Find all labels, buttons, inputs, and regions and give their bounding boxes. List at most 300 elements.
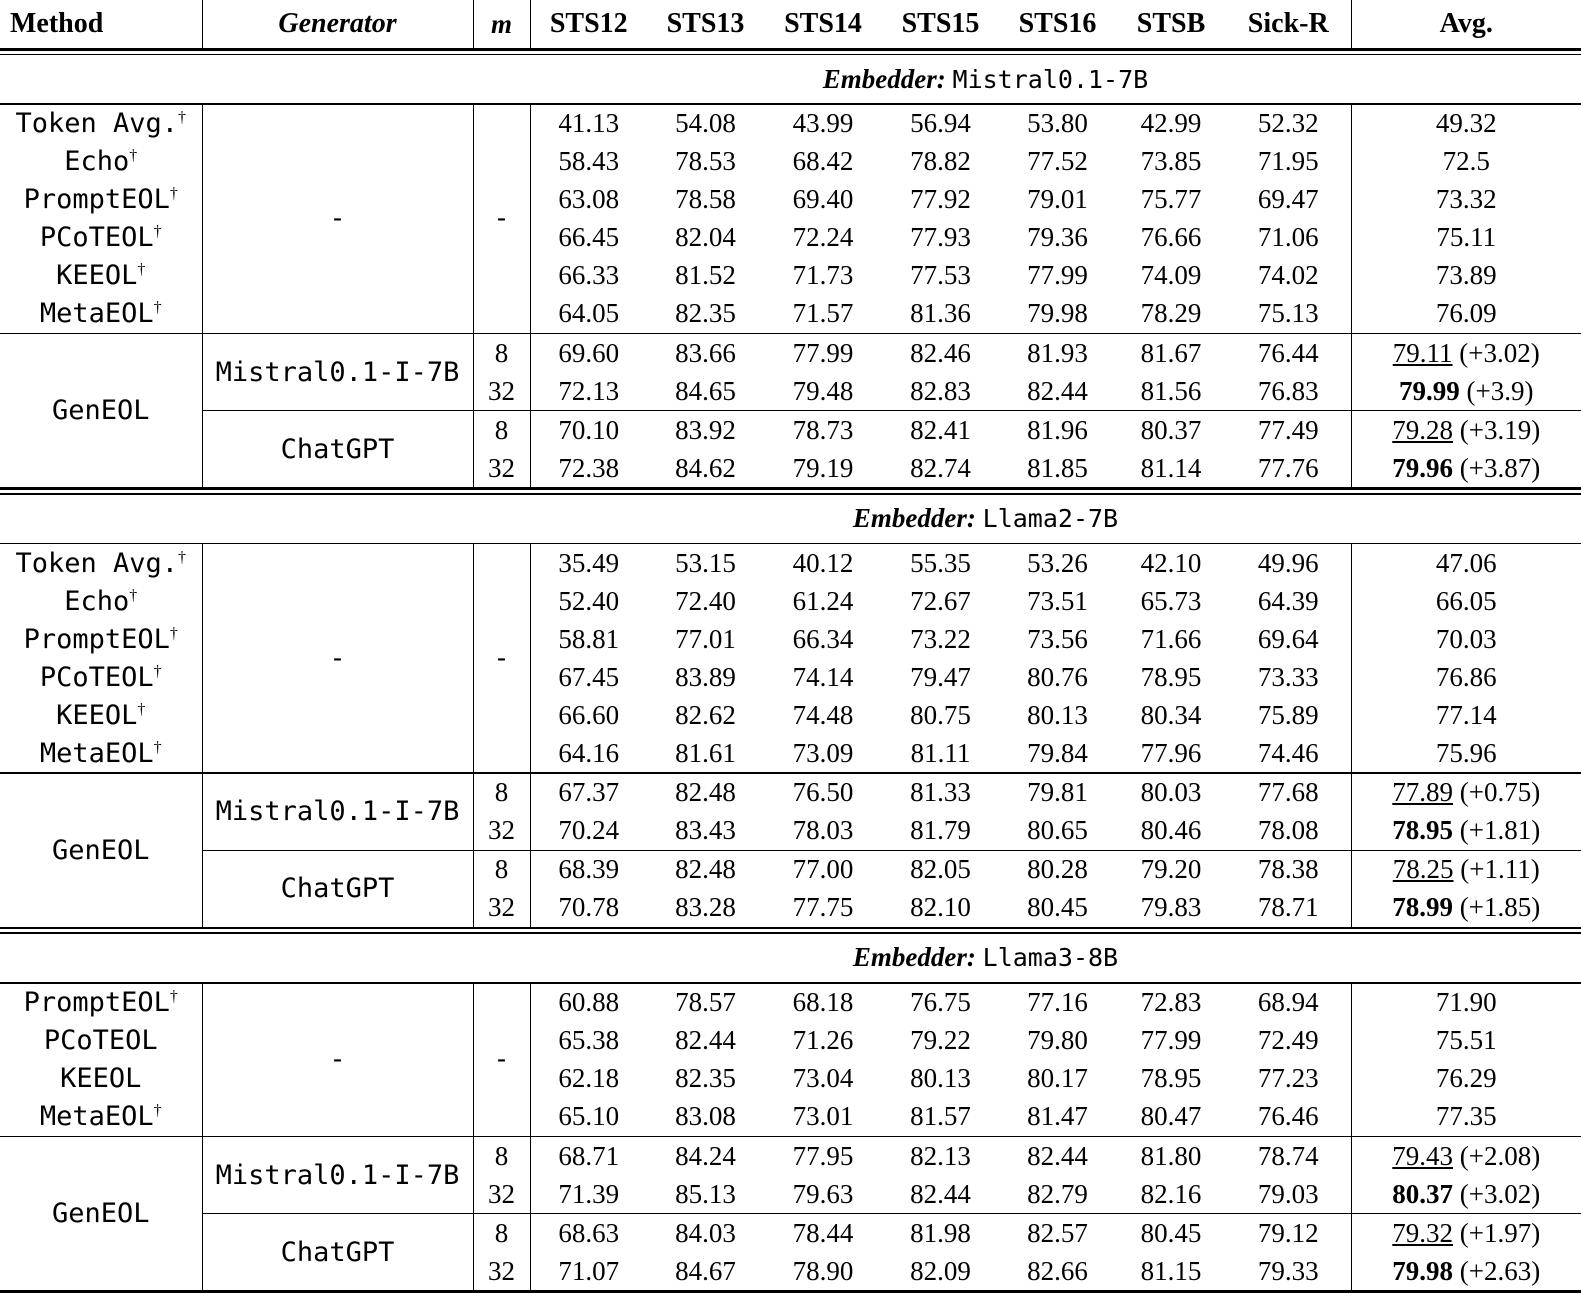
score-cell: 82.44 <box>675 1025 736 1056</box>
method-name: Token Avg. <box>15 547 179 579</box>
score-cell: 53.80 <box>1027 108 1088 139</box>
column-header-avg: Avg. <box>1439 8 1493 39</box>
score-cell: 77.93 <box>910 222 971 253</box>
score-cell: 75.89 <box>1226 696 1351 734</box>
dagger-marker: † <box>129 586 138 604</box>
avg-cell <box>1351 1175 1581 1214</box>
embedder-band <box>0 495 1581 543</box>
score-cell: 75.77 <box>1140 184 1202 215</box>
score-cell: 53.26 <box>1027 547 1088 578</box>
avg-gain-value: (+3.02) <box>1459 1178 1541 1209</box>
method-name-geneol: GenEOL <box>0 774 202 927</box>
score-cell: 78.71 <box>1226 889 1351 927</box>
score-cell: 81.85 <box>1027 452 1088 483</box>
score-cell: 66.33 <box>558 260 620 291</box>
score-cell: 70.10 <box>558 414 620 445</box>
avg-value: 79.98 <box>1392 1255 1454 1286</box>
m-cell: 32 <box>473 372 530 411</box>
avg-value: 79.96 <box>1392 452 1454 483</box>
avg-gain <box>1453 1179 1460 1209</box>
score-cell: 82.44 <box>1027 1140 1088 1171</box>
score-cell: 55.35 <box>910 547 971 578</box>
score-cell: 74.02 <box>1226 257 1351 295</box>
score-cell: 35.49 <box>558 547 620 578</box>
column-header-sts13: STS13 <box>666 8 745 39</box>
generator-cell-dash: - <box>202 105 473 333</box>
m-cell: 32 <box>473 1252 530 1290</box>
avg-gain <box>1453 415 1460 445</box>
m-cell: 8 <box>473 1214 530 1253</box>
score-cell: 42.10 <box>1140 547 1202 578</box>
score-cell: 82.04 <box>675 222 736 253</box>
score-cell: 78.57 <box>675 987 736 1018</box>
score-cell: 81.96 <box>1027 414 1088 445</box>
m-cell-dash: - <box>473 105 530 333</box>
score-cell: 58.43 <box>558 146 620 177</box>
score-cell: 84.65 <box>647 372 764 411</box>
score-cell: 81.36 <box>910 298 971 329</box>
avg-gain-value: (+3.9) <box>1466 375 1534 406</box>
method-name: MetaEOL <box>39 298 154 330</box>
score-cell: 81.15 <box>1140 1255 1202 1286</box>
score-cell: 74.14 <box>792 661 854 692</box>
rule-double <box>0 487 1581 494</box>
score-cell: 58.81 <box>558 623 620 654</box>
score-cell: 65.10 <box>558 1101 620 1132</box>
score-cell: 73.85 <box>1140 146 1202 177</box>
score-cell: 82.62 <box>675 699 736 730</box>
score-cell: 76.44 <box>1226 334 1351 372</box>
score-cell: 80.47 <box>1140 1101 1202 1132</box>
score-cell: 76.66 <box>1140 222 1202 253</box>
avg-value: 79.99 <box>1399 375 1460 406</box>
score-cell: 71.57 <box>792 298 854 329</box>
generator-cell-dash: - <box>202 544 473 772</box>
score-cell: 82.13 <box>910 1140 971 1171</box>
dagger-marker: † <box>137 261 146 279</box>
score-cell: 83.89 <box>675 661 736 692</box>
avg-cell: 73.32 <box>1435 184 1497 215</box>
score-cell: 82.79 <box>999 1175 1116 1214</box>
generator-cell: Mistral0.1-I-7B <box>202 334 473 411</box>
column-header-sts16: STS16 <box>1018 8 1097 39</box>
embedder-value: Llama2-7B <box>982 504 1119 534</box>
avg-cell: 66.05 <box>1435 585 1497 616</box>
score-cell: 64.05 <box>558 298 620 329</box>
m-cell: 32 <box>473 889 530 927</box>
avg-cell: 75.51 <box>1435 1025 1497 1056</box>
method-name: PCoTEOL <box>39 222 154 254</box>
score-cell: 68.39 <box>558 854 620 885</box>
score-cell: 73.09 <box>792 737 854 768</box>
score-cell: 80.45 <box>1027 892 1088 923</box>
method-name-cell <box>0 257 202 295</box>
score-cell: 77.49 <box>1226 411 1351 450</box>
avg-cell <box>1351 1252 1581 1290</box>
column-header-sts15: STS15 <box>901 8 980 39</box>
avg-gain <box>1453 777 1460 807</box>
score-cell: 81.79 <box>882 812 999 851</box>
avg-gain <box>1460 376 1467 406</box>
avg-cell <box>1351 1137 1581 1175</box>
score-cell: 80.76 <box>1027 661 1088 692</box>
score-cell: 77.00 <box>792 854 854 885</box>
method-name-cell <box>0 696 202 734</box>
method-name-cell <box>0 1060 202 1098</box>
m-cell-dash: - <box>473 984 530 1136</box>
method-name-cell <box>0 1098 202 1136</box>
score-cell: 56.94 <box>910 108 971 139</box>
avg-cell: 70.03 <box>1435 623 1497 654</box>
method-name-cell <box>0 105 202 143</box>
table-header-row <box>0 0 1581 48</box>
score-cell: 80.03 <box>1140 777 1202 808</box>
method-name: PromptEOL <box>23 184 170 216</box>
rule-double <box>0 48 1581 55</box>
avg-value: 79.11 <box>1392 337 1453 368</box>
avg-value: 78.25 <box>1392 854 1454 885</box>
score-cell: 80.17 <box>1027 1063 1088 1094</box>
score-cell: 79.36 <box>1027 222 1088 253</box>
avg-value: 77.89 <box>1392 777 1454 808</box>
score-cell: 72.38 <box>558 452 620 483</box>
score-cell: 79.19 <box>792 452 854 483</box>
m-cell: 8 <box>473 334 530 372</box>
generator-cell: Mistral0.1-I-7B <box>202 1137 473 1214</box>
method-name: MetaEOL <box>39 1101 154 1133</box>
score-cell: 77.16 <box>1027 987 1088 1018</box>
score-cell: 81.67 <box>1140 337 1202 368</box>
score-cell: 79.48 <box>764 372 882 411</box>
method-name-cell <box>0 734 202 772</box>
score-cell: 71.07 <box>558 1255 620 1286</box>
score-cell: 82.48 <box>675 777 736 808</box>
avg-cell <box>1351 774 1581 812</box>
method-name-cell <box>0 544 202 582</box>
avg-cell: 76.09 <box>1435 298 1497 329</box>
table-row <box>0 984 1581 1022</box>
score-cell: 52.40 <box>558 585 620 616</box>
embedder-band-row <box>0 934 1581 982</box>
score-cell: 40.12 <box>792 547 854 578</box>
m-cell-dash: - <box>473 544 530 772</box>
m-cell: 8 <box>473 411 530 450</box>
score-cell: 79.83 <box>1140 892 1202 923</box>
embedder-colon: : <box>966 942 983 973</box>
score-cell: 78.38 <box>1226 850 1351 889</box>
m-cell: 8 <box>473 774 530 812</box>
avg-gain-value: (+1.11) <box>1460 854 1540 885</box>
avg-gain-value: (+1.85) <box>1459 892 1541 923</box>
score-cell: 68.94 <box>1226 984 1351 1022</box>
score-cell: 67.45 <box>558 661 620 692</box>
score-cell: 81.61 <box>675 737 736 768</box>
avg-gain-value: (+3.19) <box>1459 414 1541 445</box>
dagger-marker: † <box>178 109 187 127</box>
score-cell: 49.96 <box>1226 544 1351 582</box>
score-cell: 76.46 <box>1226 1098 1351 1136</box>
embedder-label: Embedder <box>852 503 967 534</box>
score-cell: 82.16 <box>1116 1175 1226 1214</box>
score-cell: 81.14 <box>1140 452 1202 483</box>
avg-cell: 77.14 <box>1435 699 1497 730</box>
score-cell: 71.26 <box>792 1025 854 1056</box>
score-cell: 83.28 <box>675 892 736 923</box>
score-cell: 84.67 <box>675 1255 736 1286</box>
score-cell: 69.40 <box>792 184 854 215</box>
avg-value: 78.99 <box>1392 892 1454 923</box>
avg-cell <box>1351 812 1581 851</box>
avg-gain-value: (+2.08) <box>1459 1140 1541 1171</box>
score-cell: 79.47 <box>910 661 971 692</box>
score-cell: 81.52 <box>675 260 736 291</box>
avg-value: 78.95 <box>1392 815 1454 846</box>
score-cell: 70.78 <box>558 892 620 923</box>
avg-cell: 75.11 <box>1436 222 1497 253</box>
embedder-band <box>0 934 1581 982</box>
score-cell: 84.03 <box>675 1217 736 1248</box>
method-name-cell <box>0 984 202 1022</box>
score-cell: 72.13 <box>530 372 647 411</box>
dagger-marker: † <box>153 299 162 317</box>
score-cell: 81.47 <box>1027 1101 1088 1132</box>
score-cell: 82.44 <box>882 1175 999 1214</box>
dagger-marker: † <box>129 147 138 165</box>
dagger-marker: † <box>169 185 178 203</box>
score-cell: 80.28 <box>1027 854 1088 885</box>
score-cell: 78.74 <box>1226 1137 1351 1175</box>
table-row <box>0 105 1581 143</box>
score-cell: 82.35 <box>675 298 736 329</box>
method-name-cell <box>0 1022 202 1060</box>
score-cell: 81.56 <box>1116 372 1226 411</box>
score-cell: 79.20 <box>1140 854 1202 885</box>
avg-cell: 49.32 <box>1435 108 1497 139</box>
method-name: Echo <box>64 146 130 178</box>
score-cell: 68.42 <box>792 146 854 177</box>
score-cell: 71.73 <box>792 260 854 291</box>
score-cell: 79.22 <box>910 1025 971 1056</box>
score-cell: 82.46 <box>910 337 971 368</box>
score-cell: 71.66 <box>1140 623 1202 654</box>
score-cell: 78.82 <box>910 146 971 177</box>
score-cell: 43.99 <box>792 108 854 139</box>
score-cell: 72.49 <box>1226 1022 1351 1060</box>
score-cell: 77.01 <box>675 623 736 654</box>
score-cell: 79.81 <box>1027 777 1088 808</box>
column-header-sts12: STS12 <box>549 8 628 39</box>
avg-cell <box>1351 411 1581 450</box>
m-cell: 32 <box>473 449 530 487</box>
method-name-cell <box>0 582 202 620</box>
score-cell: 76.75 <box>910 987 971 1018</box>
table-row <box>0 544 1581 582</box>
score-cell: 77.53 <box>910 260 971 291</box>
generator-cell-dash: - <box>202 984 473 1136</box>
table-rule-row <box>0 487 1581 494</box>
score-cell: 83.08 <box>675 1101 736 1132</box>
avg-value: 79.32 <box>1392 1217 1454 1248</box>
method-name: PromptEOL <box>23 623 170 655</box>
score-cell: 84.24 <box>675 1140 736 1171</box>
score-cell: 66.60 <box>558 699 620 730</box>
score-cell: 62.18 <box>558 1063 620 1094</box>
score-cell: 76.83 <box>1226 372 1351 411</box>
avg-gain-value: (+1.97) <box>1459 1217 1541 1248</box>
embedder-colon: : <box>966 503 983 534</box>
avg-cell: 72.5 <box>1442 146 1490 177</box>
score-cell: 77.52 <box>1027 146 1088 177</box>
score-cell: 79.01 <box>1027 184 1088 215</box>
score-cell: 66.45 <box>558 222 620 253</box>
score-cell: 72.24 <box>792 222 854 253</box>
score-cell: 82.10 <box>910 892 971 923</box>
score-cell: 79.33 <box>1226 1252 1351 1290</box>
score-cell: 42.99 <box>1140 108 1202 139</box>
score-cell: 41.13 <box>558 108 620 139</box>
score-cell: 69.64 <box>1226 620 1351 658</box>
avg-gain <box>1453 1141 1460 1171</box>
score-cell: 84.62 <box>675 452 736 483</box>
embedder-label: Embedder <box>822 63 937 94</box>
method-name-cell <box>0 295 202 333</box>
score-cell: 82.44 <box>999 372 1116 411</box>
dagger-marker: † <box>153 738 162 756</box>
score-cell: 78.29 <box>1140 298 1202 329</box>
generator-cell: ChatGPT <box>202 411 473 488</box>
score-cell: 80.65 <box>999 812 1116 851</box>
column-header-m: m <box>473 0 530 48</box>
score-cell: 79.80 <box>1027 1025 1088 1056</box>
avg-gain <box>1453 892 1460 922</box>
avg-value: 80.37 <box>1392 1178 1454 1209</box>
avg-cell: 73.89 <box>1435 260 1497 291</box>
score-cell: 71.95 <box>1226 143 1351 181</box>
score-cell: 83.92 <box>675 414 736 445</box>
table-row <box>0 411 1581 450</box>
score-cell: 79.84 <box>1027 737 1088 768</box>
score-cell: 81.57 <box>910 1101 971 1132</box>
score-cell: 77.76 <box>1226 449 1351 487</box>
avg-value: 79.43 <box>1392 1140 1454 1171</box>
avg-gain <box>1453 453 1460 483</box>
score-cell: 80.46 <box>1116 812 1226 851</box>
method-name-cell <box>0 658 202 696</box>
avg-gain-value: (+3.87) <box>1459 452 1541 483</box>
avg-cell <box>1351 1214 1581 1253</box>
avg-gain <box>1453 815 1460 845</box>
score-cell: 80.34 <box>1140 699 1202 730</box>
avg-cell: 71.90 <box>1435 987 1497 1018</box>
embedder-colon: : <box>936 63 953 94</box>
score-cell: 78.53 <box>675 146 736 177</box>
table-row <box>0 1214 1581 1253</box>
score-cell: 69.60 <box>558 337 620 368</box>
method-name: KEEOL <box>56 699 138 731</box>
score-cell: 80.45 <box>1140 1217 1202 1248</box>
score-cell: 74.09 <box>1140 260 1202 291</box>
score-cell: 81.98 <box>910 1217 971 1248</box>
rule-double <box>0 927 1581 934</box>
method-name: Echo <box>64 585 130 617</box>
method-name: MetaEOL <box>39 737 154 769</box>
score-cell: 53.15 <box>675 547 736 578</box>
m-cell: 8 <box>473 1137 530 1175</box>
score-cell: 73.01 <box>792 1101 854 1132</box>
score-cell: 80.13 <box>1027 699 1088 730</box>
method-name-cell <box>0 143 202 181</box>
avg-value: 79.28 <box>1392 414 1454 445</box>
score-cell: 73.33 <box>1226 658 1351 696</box>
column-header-stsb: STSB <box>1136 8 1206 39</box>
score-cell: 78.03 <box>764 812 882 851</box>
score-cell: 74.46 <box>1226 734 1351 772</box>
method-name-geneol: GenEOL <box>0 1137 202 1290</box>
avg-cell: 77.35 <box>1435 1101 1497 1132</box>
m-cell: 8 <box>473 850 530 889</box>
score-cell: 76.50 <box>792 777 854 808</box>
avg-cell: 75.96 <box>1435 737 1497 768</box>
avg-gain-value: (+0.75) <box>1459 777 1541 808</box>
table-rule-row <box>0 927 1581 934</box>
score-cell: 78.58 <box>675 184 736 215</box>
score-cell: 54.08 <box>675 108 736 139</box>
m-cell: 32 <box>473 1175 530 1214</box>
score-cell: 82.05 <box>910 854 971 885</box>
generator-cell: ChatGPT <box>202 850 473 927</box>
score-cell: 63.08 <box>558 184 620 215</box>
avg-cell <box>1351 372 1581 411</box>
score-cell: 78.08 <box>1226 812 1351 851</box>
score-cell: 68.63 <box>558 1217 620 1248</box>
score-cell: 82.83 <box>882 372 999 411</box>
embedder-value: Mistral0.1-7B <box>952 64 1149 94</box>
method-name-cell <box>0 620 202 658</box>
dagger-marker: † <box>137 700 146 718</box>
score-cell: 67.37 <box>558 777 620 808</box>
score-cell: 79.03 <box>1226 1175 1351 1214</box>
table-row <box>0 334 1581 372</box>
score-cell: 82.66 <box>1027 1255 1088 1286</box>
embedder-band <box>0 55 1581 103</box>
score-cell: 64.39 <box>1226 582 1351 620</box>
score-cell: 69.47 <box>1226 181 1351 219</box>
method-name: PCoTEOL <box>43 1025 158 1057</box>
score-cell: 73.04 <box>792 1063 854 1094</box>
dagger-marker: † <box>178 548 187 566</box>
column-header-generator: Generator <box>202 0 473 48</box>
score-cell: 77.75 <box>792 892 854 923</box>
score-cell: 81.80 <box>1140 1140 1202 1171</box>
score-cell: 65.38 <box>558 1025 620 1056</box>
avg-gain-value: (+1.81) <box>1459 815 1541 846</box>
generator-cell: ChatGPT <box>202 1214 473 1291</box>
method-name: PromptEOL <box>23 987 170 1019</box>
score-cell: 65.73 <box>1140 585 1202 616</box>
method-name-cell <box>0 219 202 257</box>
method-name-geneol: GenEOL <box>0 334 202 487</box>
avg-cell: 76.86 <box>1435 661 1497 692</box>
avg-cell <box>1351 850 1581 889</box>
score-cell: 52.32 <box>1226 105 1351 143</box>
score-cell: 78.95 <box>1140 661 1202 692</box>
score-cell: 72.83 <box>1140 987 1202 1018</box>
score-cell: 79.12 <box>1226 1214 1351 1253</box>
score-cell: 78.73 <box>792 414 854 445</box>
score-cell: 78.95 <box>1140 1063 1202 1094</box>
score-cell: 78.90 <box>792 1255 854 1286</box>
embedder-value: Llama3-8B <box>982 943 1119 973</box>
